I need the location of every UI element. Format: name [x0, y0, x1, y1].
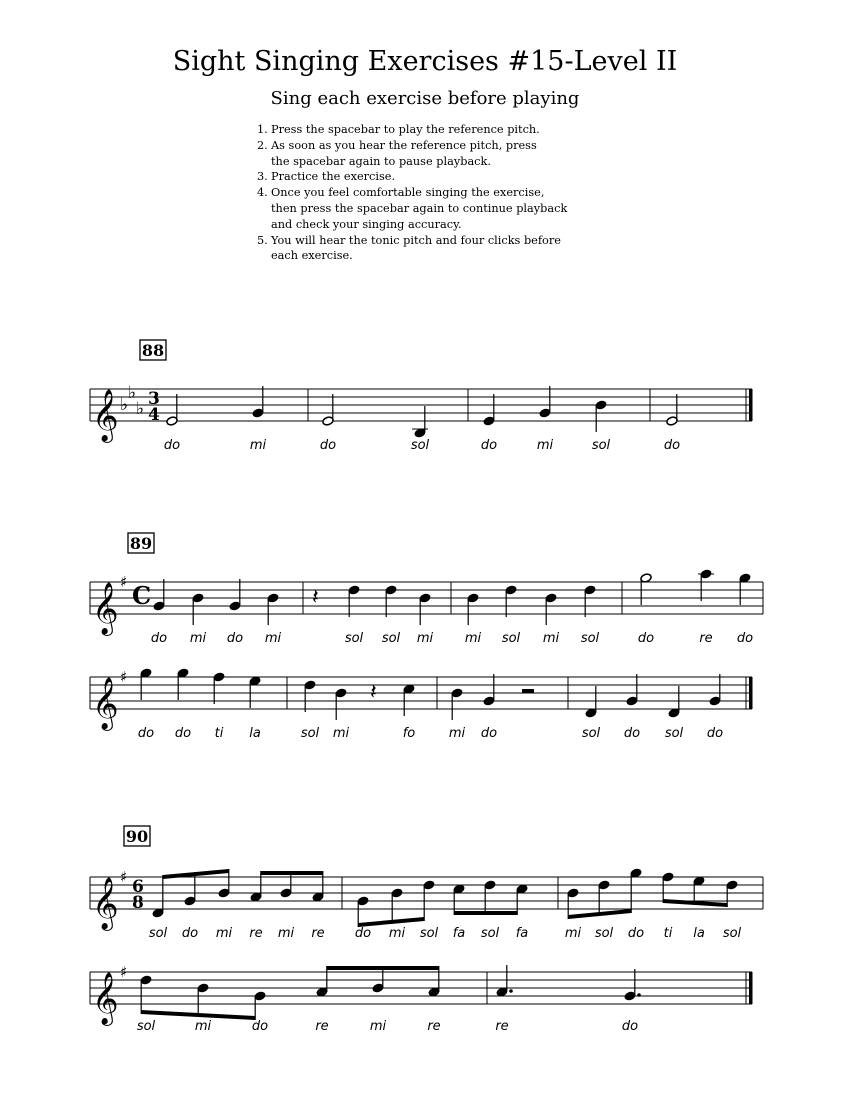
instruction-text: Practice the exercise. — [271, 170, 396, 184]
quarter-rest-icon: 𝄽 — [312, 585, 319, 610]
staff-system — [90, 668, 753, 741]
half-rest-icon — [522, 689, 534, 693]
solfege-syllable: la — [249, 726, 261, 741]
solfege-syllable: mi — [542, 631, 560, 646]
solfege-syllable: mi — [564, 926, 582, 941]
beam — [454, 911, 517, 915]
beam — [327, 966, 439, 970]
sharp-icon: ♯ — [120, 868, 128, 886]
solfege-syllable: sol — [480, 926, 500, 941]
solfege-syllable: sol — [300, 726, 320, 741]
instruction-number: 3. — [257, 170, 268, 184]
solfege-syllable: do — [623, 726, 641, 741]
augmentation-dot — [637, 993, 641, 997]
solfege-syllable: mi — [215, 926, 233, 941]
solfege-syllable: mi — [448, 726, 466, 741]
time-signature: C — [132, 581, 152, 610]
solfege-syllable: sol — [580, 631, 600, 646]
solfege-syllable: do — [480, 438, 498, 453]
solfege-syllable: do — [319, 438, 337, 453]
treble-clef-icon: 𝄞 — [92, 581, 119, 634]
solfege-syllable: do — [736, 631, 754, 646]
instruction-text: each exercise. — [271, 249, 353, 263]
solfege-syllable: sol — [591, 438, 611, 453]
staff-system — [90, 340, 753, 453]
instruction-number: 1. — [257, 123, 268, 136]
solfege-syllable: do — [150, 631, 168, 646]
solfege-syllable: re — [249, 926, 263, 941]
solfege-syllable: sol — [136, 1019, 156, 1034]
solfege-syllable: fa — [515, 926, 529, 941]
solfege-syllable: sol — [501, 631, 521, 646]
page-subtitle: Sing each exercise before playing — [270, 88, 580, 109]
instruction-number: 2. — [257, 138, 268, 152]
solfege-syllable: sol — [722, 926, 742, 941]
quarter-rest-icon: 𝄽 — [370, 680, 377, 705]
page-title: Sight Singing Exercises #15-Level II — [172, 46, 678, 77]
flat-icon: ♭ — [120, 395, 129, 415]
staff-system — [90, 963, 753, 1034]
staff-system — [90, 826, 763, 941]
time-signature-top: 3 — [148, 389, 160, 409]
solfege-syllable: re — [311, 926, 325, 941]
sharp-icon: ♯ — [120, 668, 128, 686]
solfege-syllable: do — [174, 726, 192, 741]
solfege-syllable: do — [354, 926, 372, 941]
solfege-syllable: fo — [402, 726, 416, 741]
instruction-text: As soon as you hear the reference pitch, press — [271, 138, 537, 152]
solfege-syllable: mi — [464, 631, 482, 646]
solfege-syllable: mi — [189, 631, 207, 646]
solfege-syllable: mi — [249, 438, 267, 453]
solfege-syllable: mi — [194, 1019, 212, 1034]
instruction-number: 5. — [257, 233, 268, 247]
time-signature-bottom: 4 — [148, 405, 160, 425]
solfege-syllable: do — [663, 438, 681, 453]
exercise-number: 90 — [125, 827, 149, 846]
exercise-number: 89 — [129, 534, 153, 553]
solfege-syllable: sol — [148, 926, 168, 941]
time-signature-top: 6 — [132, 877, 144, 897]
solfege-syllable: fa — [452, 926, 466, 941]
solfege-syllable: do — [627, 926, 645, 941]
beam — [261, 871, 323, 875]
final-barline-thick — [749, 677, 753, 709]
instruction-text: Once you feel comfortable singing the exercise, — [271, 186, 545, 200]
flat-icon: ♭ — [128, 383, 137, 403]
augmentation-dot — [509, 989, 513, 993]
solfege-syllable: ti — [663, 926, 673, 941]
solfege-syllable: re — [427, 1019, 441, 1034]
beam — [663, 899, 727, 907]
solfege-syllable: sol — [410, 438, 430, 453]
solfege-syllable: do — [480, 726, 498, 741]
solfege-syllable: sol — [594, 926, 614, 941]
solfege-syllable: re — [495, 1019, 509, 1034]
sharp-icon: ♯ — [120, 573, 128, 591]
solfege-syllable: mi — [264, 631, 282, 646]
solfege-syllable: mi — [388, 926, 406, 941]
exercise-number: 88 — [141, 341, 165, 360]
solfege-syllable: do — [621, 1019, 639, 1034]
solfege-syllable: do — [163, 438, 181, 453]
solfege-syllable: ti — [214, 726, 224, 741]
solfege-syllable: do — [637, 631, 655, 646]
treble-clef-icon: 𝄞 — [92, 876, 119, 929]
solfege-syllable: re — [699, 631, 713, 646]
solfege-syllable: mi — [536, 438, 554, 453]
solfege-syllable: do — [181, 926, 199, 941]
sharp-icon: ♯ — [120, 963, 128, 981]
solfege-syllable: re — [315, 1019, 329, 1034]
solfege-syllable: sol — [664, 726, 684, 741]
solfege-syllable: do — [706, 726, 724, 741]
solfege-syllable: sol — [419, 926, 439, 941]
instruction-text: the spacebar again to pause playback. — [271, 154, 491, 168]
solfege-syllable: do — [251, 1019, 269, 1034]
treble-clef-icon: 𝄞 — [92, 388, 119, 441]
time-signature-bottom: 8 — [132, 893, 144, 913]
treble-clef-icon: 𝄞 — [92, 676, 119, 729]
final-barline-thick — [749, 972, 753, 1004]
solfege-syllable: sol — [581, 726, 601, 741]
solfege-syllable: mi — [277, 926, 295, 941]
instruction-text: and check your singing accuracy. — [271, 217, 462, 231]
instruction-text: then press the spacebar again to continue playback — [271, 201, 568, 215]
solfege-syllable: do — [137, 726, 155, 741]
instruction-number: 4. — [257, 186, 268, 200]
solfege-syllable: do — [226, 631, 244, 646]
solfege-syllable: mi — [332, 726, 350, 741]
treble-clef-icon: 𝄞 — [92, 971, 119, 1024]
solfege-syllable: la — [693, 926, 705, 941]
solfege-syllable: sol — [344, 631, 364, 646]
instruction-text: You will hear the tonic pitch and four clicks before — [271, 233, 561, 247]
solfege-syllable: mi — [416, 631, 434, 646]
instruction-text: Press the spacebar to play the reference pitch. — [271, 123, 540, 136]
solfege-syllable: sol — [381, 631, 401, 646]
staff-system — [90, 533, 763, 646]
solfege-syllable: mi — [369, 1019, 387, 1034]
flat-icon: ♭ — [136, 399, 145, 419]
final-barline-thick — [749, 389, 753, 421]
